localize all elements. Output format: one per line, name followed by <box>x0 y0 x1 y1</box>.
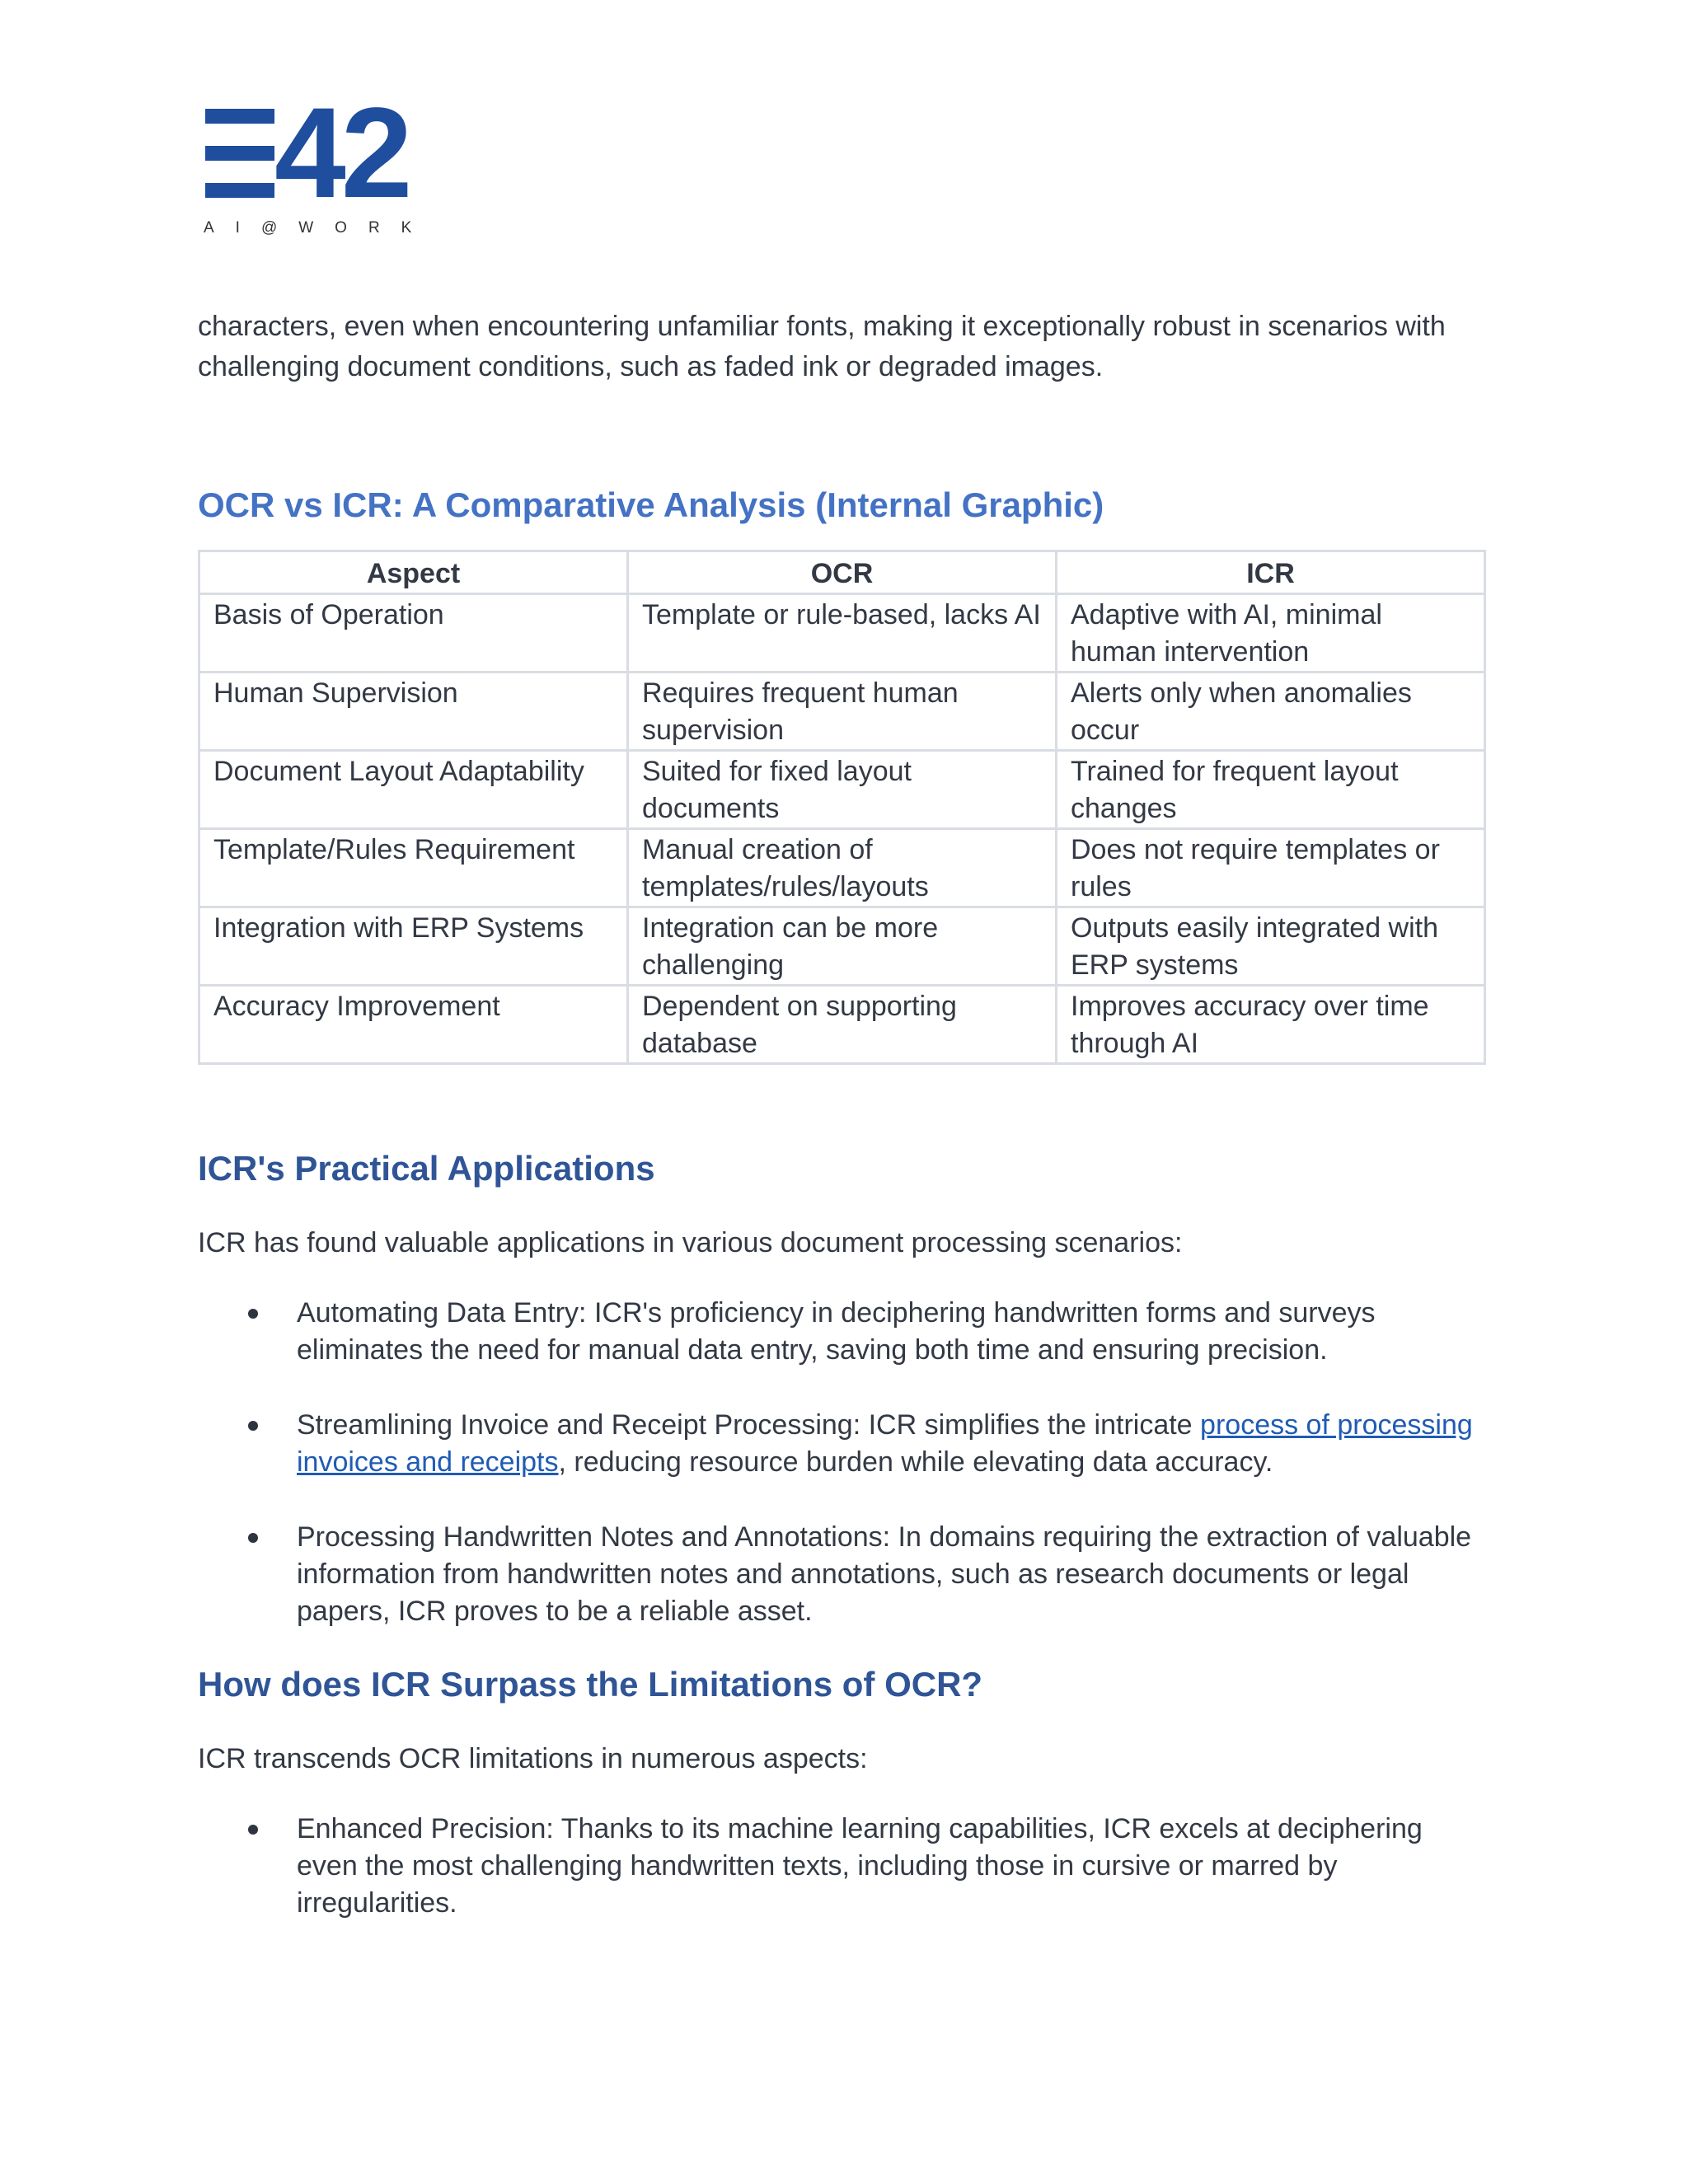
table-cell-aspect: Integration with ERP Systems <box>199 907 628 986</box>
table-cell-ocr: Requires frequent human supervision <box>628 673 1057 751</box>
logo-digits: 42 <box>274 82 408 225</box>
table-cell-aspect: Basis of Operation <box>199 594 628 673</box>
list-item <box>198 1407 1484 1481</box>
list-item <box>198 1519 1484 1630</box>
logo-tagline: AI@WORK <box>204 219 434 237</box>
table-row <box>199 986 1485 1064</box>
table-header-row <box>199 551 1485 594</box>
table-cell-icr: Alerts only when anomalies occur <box>1057 673 1485 751</box>
table-row <box>199 751 1485 829</box>
table-cell-icr: Outputs easily integrated with ERP systems <box>1057 907 1485 986</box>
list-item <box>198 1295 1484 1369</box>
list-item-text: Processing Handwritten Notes and Annotations: In domains requiring the extraction of valuable information from handwritten notes and annotations, such as research documents or legal papers, ICR proves to be a reliable asset. <box>297 1521 1472 1627</box>
document-body <box>198 307 1484 1922</box>
bullet-icon <box>248 1421 258 1431</box>
table-cell-aspect: Human Supervision <box>199 673 628 751</box>
table-cell-ocr: Suited for fixed layout documents <box>628 751 1057 829</box>
limitations-intro: ICR transcends OCR limitations in numerous aspects: <box>198 1743 868 1774</box>
column-header-ocr: OCR <box>628 551 1057 594</box>
bullet-icon <box>248 1309 258 1319</box>
applications-intro: ICR has found valuable applications in various document processing scenarios: <box>198 1227 1183 1258</box>
applications-heading: ICR's Practical Applications <box>198 1149 655 1188</box>
table-cell-ocr: Integration can be more challenging <box>628 907 1057 986</box>
table-row <box>199 829 1485 907</box>
list-item-text: Streamlining Invoice and Receipt Processing: ICR simplifies the intricate <box>297 1409 1201 1441</box>
logo-bars-mark <box>205 109 274 198</box>
list-item-text: Automating Data Entry: ICR's proficiency in deciphering handwritten forms and surveys eliminates the need for manual data entry, saving both time and ensuring precision. <box>297 1297 1376 1366</box>
applications-list <box>198 1295 1484 1630</box>
limitations-heading: How does ICR Surpass the Limitations of OCR? <box>198 1665 983 1704</box>
table-cell-ocr: Template or rule-based, lacks AI <box>628 594 1057 673</box>
limitations-list <box>198 1811 1484 1922</box>
table-cell-icr: Improves accuracy over time through AI <box>1057 986 1485 1064</box>
company-logo <box>200 82 434 239</box>
table-row <box>199 594 1485 673</box>
table-cell-ocr: Manual creation of templates/rules/layouts <box>628 829 1057 907</box>
list-item-text: Enhanced Precision: Thanks to its machine learning capabilities, ICR excels at deciphering even the most challenging handwritten texts, including those in cursive or marred by irregularities. <box>297 1813 1423 1919</box>
bullet-icon <box>248 1825 258 1835</box>
column-header-aspect: Aspect <box>199 551 628 594</box>
list-item <box>198 1811 1484 1922</box>
column-header-icr: ICR <box>1057 551 1485 594</box>
invoice-processing-link[interactable]: process of processing invoices and receipts <box>297 1409 1473 1478</box>
table-cell-aspect: Document Layout Adaptability <box>199 751 628 829</box>
table-cell-icr: Adaptive with AI, minimal human intervention <box>1057 594 1485 673</box>
table-cell-icr: Does not require templates or rules <box>1057 829 1485 907</box>
table-cell-ocr: Dependent on supporting database <box>628 986 1057 1064</box>
table-row <box>199 907 1485 986</box>
comparison-table <box>198 550 1486 1065</box>
comparison-heading: OCR vs ICR: A Comparative Analysis (Internal Graphic) <box>198 485 1104 524</box>
bullet-icon <box>248 1533 258 1543</box>
table-cell-aspect: Template/Rules Requirement <box>199 829 628 907</box>
list-item-text-tail: , reducing resource burden while elevating data accuracy. <box>558 1446 1273 1478</box>
table-cell-icr: Trained for frequent layout changes <box>1057 751 1485 829</box>
intro-continuation-paragraph: characters, even when encountering unfamiliar fonts, making it exceptionally robust in scenarios with challenging document conditions, such as faded ink or degraded images. <box>198 311 1446 382</box>
table-row <box>199 673 1485 751</box>
table-cell-aspect: Accuracy Improvement <box>199 986 628 1064</box>
